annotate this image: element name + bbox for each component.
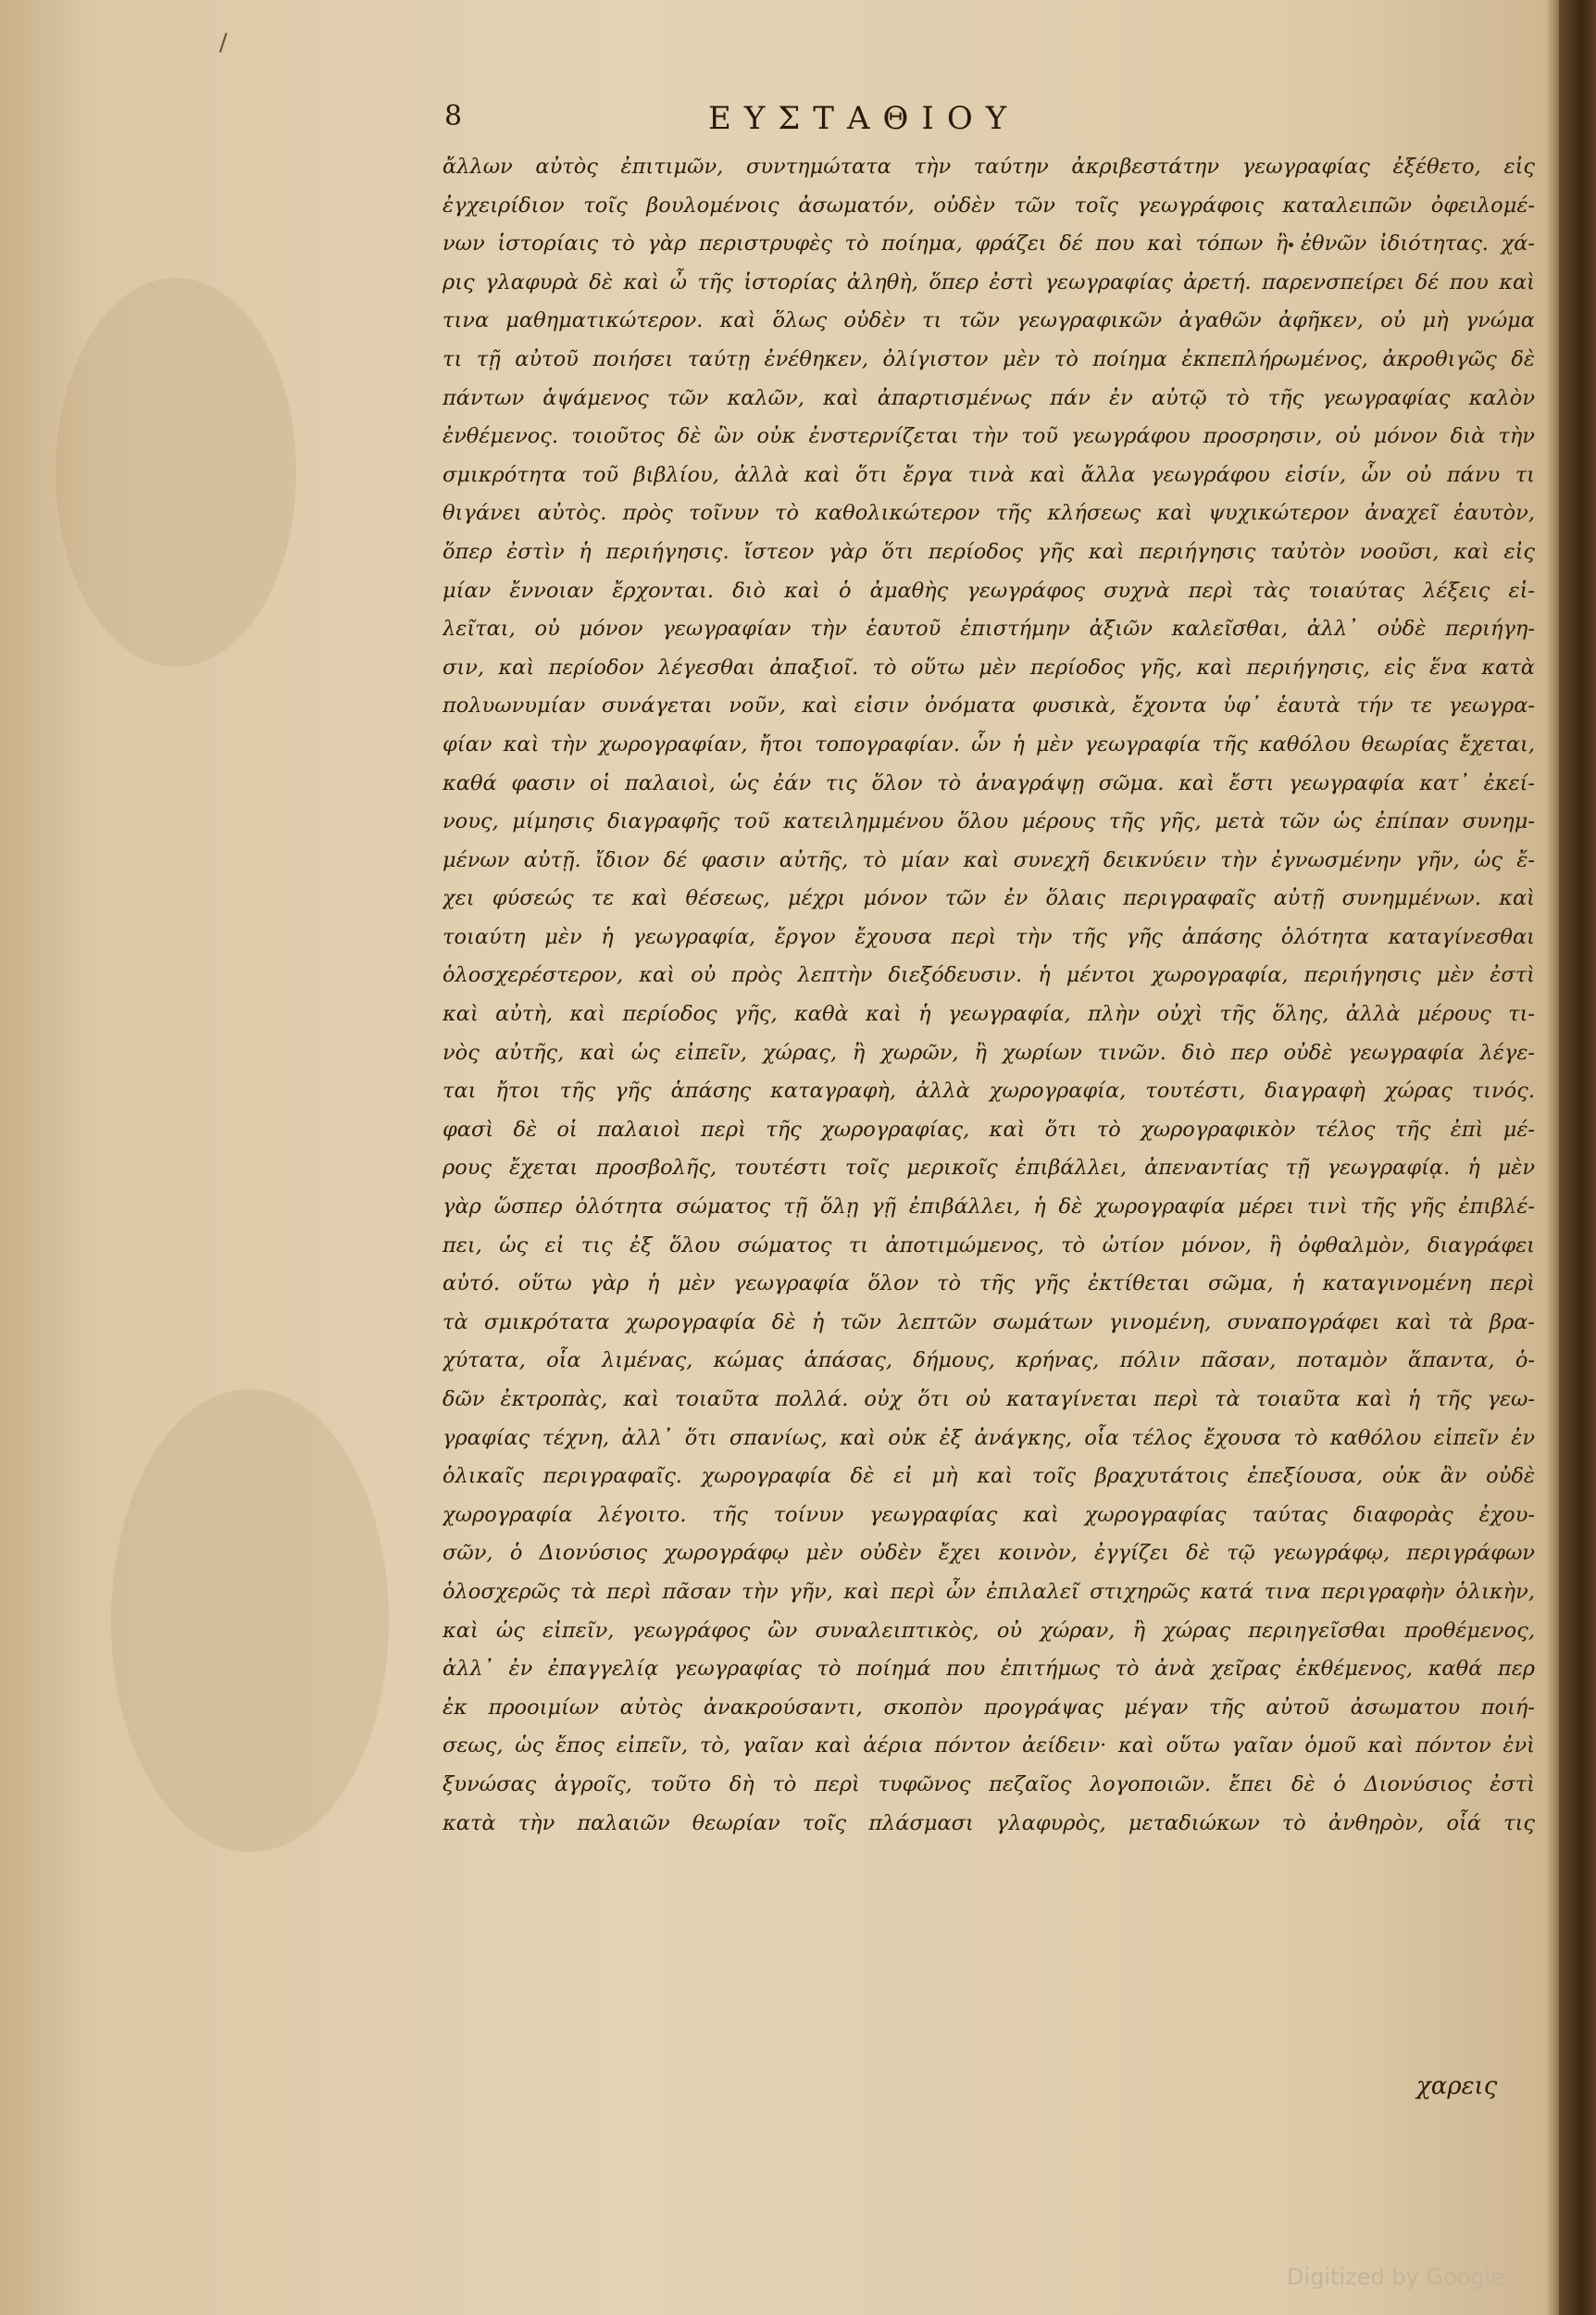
text-line: σῶν, ὁ Διονύσιος χωρογράφῳ μὲν οὐδὲν ἔχει κοινὸν, ἐγγίζει δὲ τῷ γεωγράφῳ, περιγράφων bbox=[443, 1541, 1535, 1566]
text-line: ὅπερ ἐστὶν ἡ περιήγησις. ἴστεον γὰρ ὅτι περίοδος γῆς καὶ περιήγησις ταὐτὸν νοοῦσι, καὶ εἰς bbox=[443, 539, 1535, 564]
page-header bbox=[444, 100, 1278, 146]
text-line: δῶν ἐκτροπὰς, καὶ τοιαῦτα πολλά. οὐχ ὅτι οὐ καταγίνεται περὶ τὰ τοιαῦτα καὶ ἡ τῆς γεω- bbox=[443, 1387, 1535, 1411]
text-line: θιγάνει αὐτὸς. πρὸς τοῖνυν τὸ καθολικώτερον τῆς κλήσεως καὶ ψυχικώτερον ἀναχεῖ ἑαυτὸν, bbox=[443, 501, 1535, 526]
text-line: ἐγχειρίδιον τοῖς βουλομένοις ἀσωματόν, οὐδὲν τῶν τοῖς γεωγράφοις καταλειπῶν ὀφειλομέ- bbox=[443, 193, 1535, 218]
pencil-mark bbox=[219, 32, 232, 54]
paper-stain bbox=[111, 1389, 389, 1852]
text-line: ὁλοσχερῶς τὰ περὶ πᾶσαν τὴν γῆν, καὶ περὶ ὧν ἐπιλαλεῖ στιχηρῶς κατά τινα περιγραφὴν ὁλικὴν, bbox=[443, 1579, 1535, 1604]
gutter-shadow bbox=[1546, 0, 1559, 2315]
text-line: πει, ὡς εἰ τις ἐξ ὅλου σώματος τι ἀποτιμώμενος, τὸ ὠτίον μόνον, ἢ ὀφθαλμὸν, διαγράφει bbox=[443, 1233, 1535, 1258]
text-line: νους, μίμησις διαγραφῆς τοῦ κατειλημμένου ὅλου μέρους τῆς γῆς, μετὰ τῶν ὡς ἐπίπαν συνημ- bbox=[443, 809, 1535, 834]
text-line: σιν, καὶ περίοδον λέγεσθαι ἀπαξιοῖ. τὸ οὕτω μὲν περίοδος γῆς, καὶ περιήγησις, εἰς ἕνα κατὰ bbox=[443, 655, 1535, 680]
catchword: χαρεις bbox=[1416, 2072, 1498, 2100]
text-line: νὸς αὐτῆς, καὶ ὡς εἰπεῖν, χώρας, ἢ χωρῶν, ἢ χωρίων τινῶν. διὸ περ οὐδὲ γεωγραφία λέγε- bbox=[443, 1040, 1535, 1065]
text-line: λεῖται, οὐ μόνον γεωγραφίαν τὴν ἑαυτοῦ ἐπιστήμην ἀξιῶν καλεῖσθαι, ἀλλ᾽ οὐδὲ περιήγη- bbox=[443, 617, 1535, 642]
text-line: χωρογραφία λέγοιτο. τῆς τοίνυν γεωγραφίας καὶ χωρογραφίας ταύτας διαφορὰς ἐχου- bbox=[443, 1502, 1535, 1527]
text-line: καθά φασιν οἱ παλαιοὶ, ὡς ἐάν τις ὅλον τὸ ἀναγράψῃ σῶμα. καὶ ἔστι γεωγραφία κατ᾽ ἐκεί- bbox=[443, 770, 1535, 795]
text-line: ἀλλ᾽ ἐν ἐπαγγελίᾳ γεωγραφίας τὸ ποίημά που ἐπιτήμως τὸ ἀνὰ χεῖρας ἐκθέμενος, καθά περ bbox=[443, 1657, 1535, 1682]
page-number: 8 bbox=[444, 100, 463, 132]
text-line: ὁλοσχερέστερον, καὶ οὐ πρὸς λεπτὴν διεξόδευσιν. ἡ μέντοι χωρογραφία, περιήγησις μὲν ἐστὶ bbox=[443, 963, 1535, 988]
text-line: μένων αὐτῇ. ἴδιον δέ φασιν αὐτῆς, τὸ μίαν καὶ συνεχῆ δεικνύειν τὴν ἐγνωσμένην γῆν, ὡς ἔ- bbox=[443, 847, 1535, 872]
text-line: μίαν ἔννοιαν ἔρχονται. διὸ καὶ ὁ ἀμαθὴς γεωγράφος συχνὰ περὶ τὰς τοιαύτας λέξεις εἱ- bbox=[443, 578, 1535, 603]
text-line: φίαν καὶ τὴν χωρογραφίαν, ἤτοι τοπογραφίαν. ὧν ἡ μὲν γεωγραφία τῆς καθόλου θεωρίας ἔχεται, bbox=[443, 732, 1535, 757]
text-line: καὶ αὐτὴ, καὶ περίοδος γῆς, καθὰ καὶ ἡ γεωγραφία, πλὴν οὐχὶ τῆς ὅλης, ἀλλὰ μέρους τι- bbox=[443, 1002, 1535, 1027]
text-line: ὁλικαῖς περιγραφαῖς. χωρογραφία δὲ εἰ μὴ καὶ τοῖς βραχυτάτοις ἐπεξίουσα, οὐκ ἂν οὐδὲ bbox=[443, 1464, 1535, 1489]
body-text bbox=[443, 148, 1535, 2074]
text-line: ἐκ προοιμίων αὐτὸς ἀνακρούσαντι, σκοπὸν προγράψας μέγαν τῆς αὐτοῦ ἀσωματου ποιή- bbox=[443, 1695, 1535, 1720]
text-line: ρους ἔχεται προσβολῆς, τουτέστι τοῖς μερικοῖς ἐπιβάλλει, ἀπεναντίας τῇ γεωγραφίᾳ. ἡ μὲν bbox=[443, 1156, 1535, 1181]
text-line: ἄλλων αὐτὸς ἐπιτιμῶν, συντημώτατα τὴν ταύτην ἀκριβεστάτην γεωγραφίας ἐξέθετο, εἰς bbox=[443, 155, 1535, 179]
text-line: χύτατα, οἷα λιμένας, κώμας ἁπάσας, δήμους, κρήνας, πόλιν πᾶσαν, ποταμὸν ἅπαντα, ὁ- bbox=[443, 1348, 1535, 1373]
text-line: νων ἱστορίαις τὸ γὰρ περιστρυφὲς τὸ ποίημα, φράζει δέ που καὶ τόπων ἢ ἐθνῶν ἰδιότητας. χά- bbox=[443, 232, 1535, 257]
text-line: σεως, ὡς ἔπος εἰπεῖν, τὸ, γαῖαν καὶ ἀέρια πόντον ἀείδειν· καὶ οὕτω γαῖαν ὁμοῦ καὶ πόντον ἐνὶ bbox=[443, 1733, 1535, 1758]
text-line: αὐτό. οὕτω γὰρ ἡ μὲν γεωγραφία ὅλον τὸ τῆς γῆς ἐκτίθεται σῶμα, ἡ καταγινομένη περὶ bbox=[443, 1271, 1535, 1296]
text-line: πολυωνυμίαν συνάγεται νοῦν, καὶ εἰσιν ὀνόματα φυσικὰ, ἔχοντα ὑφ᾽ ἑαυτὰ τήν τε γεωγρα- bbox=[443, 694, 1535, 719]
text-line: πάντων ἁψάμενος τῶν καλῶν, καὶ ἀπαρτισμένως πάν ἐν αὐτῷ τὸ τῆς γεωγραφίας καλὸν bbox=[443, 385, 1535, 410]
text-line: τοιαύτη μὲν ἡ γεωγραφία, ἔργον ἔχουσα περὶ τὴν τῆς γῆς ἁπάσης ὁλότητα καταγίνεσθαι bbox=[443, 924, 1535, 949]
text-line: τι τῇ αὐτοῦ ποιήσει ταύτῃ ἐνέθηκεν, ὀλίγιστον μὲν τὸ ποίημα ἐκπεπλήρωμένος, ἀκροθιγῶς δὲ bbox=[443, 346, 1535, 371]
text-line: ξυνώσας ἀγροῖς, τοῦτο δὴ τὸ περὶ τυφῶνος πεζαῖος λογοποιῶν. ἔπει δὲ ὁ Διονύσιος ἐστὶ bbox=[443, 1771, 1535, 1796]
book-spine bbox=[1559, 0, 1596, 2315]
text-line: καὶ ὡς εἰπεῖν, γεωγράφος ὢν συναλειπτικὸς, οὐ χώραν, ἢ χώρας περιηγεῖσθαι προθέμενος, bbox=[443, 1618, 1535, 1643]
paper-stain bbox=[56, 278, 296, 667]
text-line: φασὶ δὲ οἱ παλαιοὶ περὶ τῆς χωρογραφίας, καὶ ὅτι τὸ χωρογραφικὸν τέλος τῆς ἐπὶ μέ- bbox=[443, 1117, 1535, 1142]
running-title: ΕΥΣΤΑΘΙΟΥ bbox=[708, 100, 1020, 137]
text-line: ται ἤτοι τῆς γῆς ἁπάσης καταγραφὴ, ἀλλὰ χωρογραφία, τουτέστι, διαγραφὴ χώρας τινός. bbox=[443, 1079, 1535, 1104]
watermark: Digitized by Google bbox=[1287, 2264, 1505, 2290]
text-line: χει φύσεώς τε καὶ θέσεως, μέχρι μόνον τῶν ἐν ὅλαις περιγραφαῖς αὐτῇ συνημμένων. καὶ bbox=[443, 886, 1535, 911]
text-line: ἐνθέμενος. τοιοῦτος δὲ ὢν οὐκ ἐνστερνίζεται τὴν τοῦ γεωγράφου προσρησιν, οὐ μόνον διὰ τὴν bbox=[443, 424, 1535, 449]
text-line: ρις γλαφυρὰ δὲ καὶ ὦ τῆς ἱστορίας ἀληθὴ, ὅπερ ἐστὶ γεωγραφίας ἀρετή. παρενσπείρει δέ που καὶ bbox=[443, 269, 1535, 294]
text-line: γραφίας τέχνη, ἀλλ᾽ ὅτι σπανίως, καὶ οὐκ ἐξ ἀνάγκης, οἷα τέλος ἔχουσα τὸ καθόλου εἰπεῖν ἐν bbox=[443, 1425, 1535, 1450]
text-line: σμικρότητα τοῦ βιβλίου, ἀλλὰ καὶ ὅτι ἔργα τινὰ καὶ ἄλλα γεωγράφου εἰσίν, ὧν οὐ πάνυ τι bbox=[443, 462, 1535, 487]
text-line: τὰ σμικρότατα χωρογραφία δὲ ἡ τῶν λεπτῶν σωμάτων γινομένη, συναπογράφει καὶ τὰ βρα- bbox=[443, 1309, 1535, 1334]
text-line: τινα μαθηματικώτερον. καὶ ὅλως οὐδὲν τι τῶν γεωγραφικῶν ἀγαθῶν ἀφῆκεν, οὐ μὴ γνώμα bbox=[443, 308, 1535, 333]
text-line: γὰρ ὥσπερ ὁλότητα σώματος τῇ ὅλῃ γῇ ἐπιβάλλει, ἡ δὲ χωρογραφία μέρει τινὶ τῆς γῆς ἐπιβλέ- bbox=[443, 1195, 1535, 1220]
text-line: κατὰ τὴν παλαιῶν θεωρίαν τοῖς πλάσμασι γλαφυρὸς, μεταδιώκων τὸ ἀνθηρὸν, οἷά τις bbox=[443, 1810, 1535, 1835]
